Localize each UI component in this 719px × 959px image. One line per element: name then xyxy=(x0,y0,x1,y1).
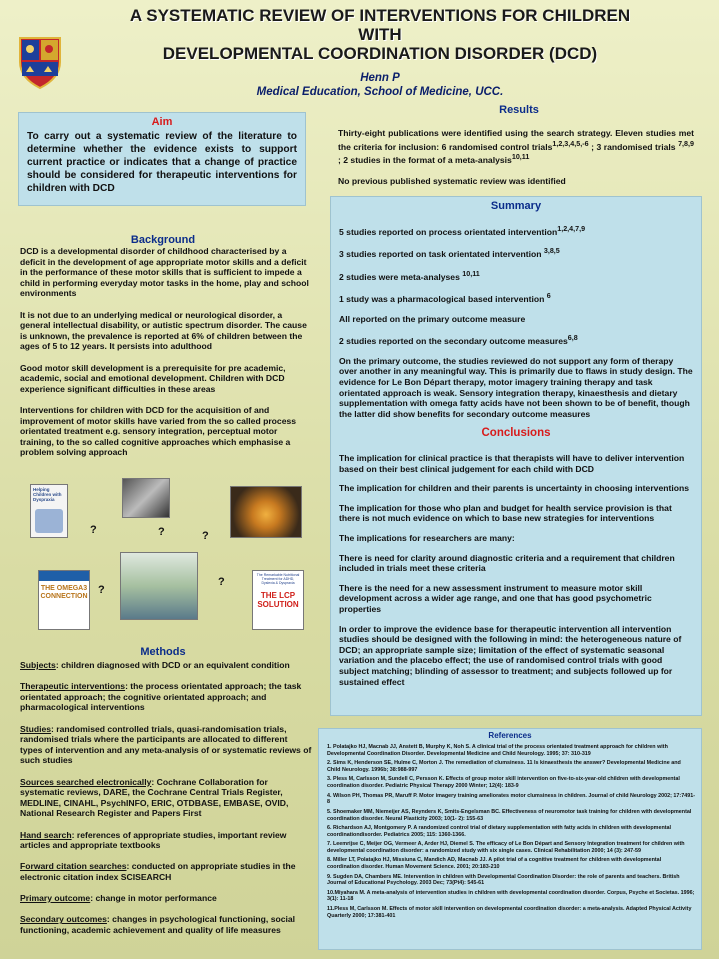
citation-superscript: 1,2,3,4,5,-6 xyxy=(552,139,589,148)
photo-children-group xyxy=(120,552,198,620)
results-title: Results xyxy=(499,104,539,116)
book-cover-lcp xyxy=(252,570,304,630)
citation-superscript: 10,11 xyxy=(462,269,480,278)
summary-line xyxy=(339,224,693,237)
methods-label: Studies xyxy=(20,723,52,734)
methods-detail: : changes in psychological functioning, social functioning, academic achievement and quality of life measures xyxy=(20,914,296,935)
reference-item: 10.Miyahara M. A meta-analysis of intervention studies in children with developmental coordination disorder. Corpus, Psyche et Societas. 1996; 3(1): 11-18 xyxy=(327,889,695,903)
title-line: WITH xyxy=(358,25,402,44)
methods-detail: : change in motor performance xyxy=(90,893,217,904)
methods-item xyxy=(20,914,312,935)
results-text xyxy=(338,128,694,197)
methods-item xyxy=(20,861,312,882)
methods-label: Secondary outcomes xyxy=(20,914,107,925)
methods-detail: : children diagnosed with DCD or an equivalent condition xyxy=(55,660,290,670)
methods-detail: : conducted on appropriate studies in the electronic citation index SCISEARCH xyxy=(20,861,296,882)
methods-text xyxy=(20,660,312,946)
question-mark: ? xyxy=(202,530,209,542)
background-paragraph: DCD is a developmental disorder of childhood characterised by a deficit in the development of age appropriate motor skills and a deficit in the performance of these motor skills that is sufficient to impede a child in performing everyday motor tasks in the home, play and school environments xyxy=(20,246,309,299)
methods-detail: : Cochrane Collaboration for systematic reviews, DARE, the Cochrane Central Trials Register, MEDLINE, CINAHL, PsychINFO, ERIC, OTDBASE, EMBASE, OVID, National Research Register and Papers First xyxy=(20,776,289,819)
reference-item: 2. Sims K, Henderson SE, Hulme C, Morton J. The remediation of clumsiness. 11 Is kinaesthesis the answer? Developmental Medicine and Child Neurology. 1996b; 38:988-997 xyxy=(327,760,681,773)
conclusions-paragraph: The implication for those who plan and budget for health service provision is that there is not much evidence on which to base new strategies for interventions xyxy=(339,502,672,524)
methods-label: Primary outcome xyxy=(20,893,91,904)
methods-label: Forward citation searches xyxy=(20,861,127,872)
question-mark: ? xyxy=(218,576,225,588)
results-text-part: ; 2 studies in the format of a meta-analysis xyxy=(338,154,512,165)
reference-item: 8. Miller LT, Polatajko HJ, Missiuna C, Mandich AD, Macnab JJ. A pilot trial of a cognitive treatment for children with developmental coordination disorder. Human Movement Science. 2001; 20:183-210 xyxy=(327,857,662,871)
background-title: Background xyxy=(130,234,196,246)
reference-item: 7. Leemrijse C, Meijer OG, Vermeer A, Arder HJ, Diemel S. The efficacy of Le Bon Départ and Sensory Integration treatment for children with developmental coordination disorder: a randomized study with six single cases. Clinical Rehabilitation 2000; 14 (3): 247-59 xyxy=(327,841,685,854)
results-paragraph: No previous published systematic review was identified xyxy=(338,176,566,187)
aim-text: To carry out a systematic review of the literature to determine whether the evidence exists to support current practice or indicates that a change of practice should be considered for therapeutic interventions for children with DCD xyxy=(27,131,297,194)
citation-superscript: 1,2,4,7,9 xyxy=(557,225,586,233)
background-paragraph: It is not due to an underlying medical or neurological disorder, a general intellectual disability, or autistic spectrum disorder. The cause is unknown, the prevalence is reported at 6% of children between the ages of 5 to 12 years. It persists into adulthood xyxy=(20,309,307,352)
book-title: THE OMEGA3 CONNECTION xyxy=(40,585,88,600)
summary-line-text: 2 studies were meta-analyses xyxy=(339,271,463,282)
author: Henn P xyxy=(360,72,400,84)
summary-line-text: 1 study was a pharmacological based intervention xyxy=(339,294,547,305)
results-paragraph xyxy=(338,128,694,166)
reference-item: 11.Pless M, Carlsson M. Effects of motor skill intervention on developmental coordination disorder: a meta-analysis. Adapted Physical Activity Quarterly 2000; 17:381-401 xyxy=(327,905,692,919)
summary-line-text: 2 studies reported on the secondary outcome measures xyxy=(339,336,568,347)
title-line: DEVELOPMENTAL COORDINATION DISORDER (DCD) xyxy=(162,44,598,63)
methods-item xyxy=(20,660,312,671)
reference-item: 6. Richardson AJ, Montgomery P. A randomized control trial of dietary supplementation with fatty acids in children with developmental coordinationdisorder. Pediatrics 2005; 115: 1360-1366. xyxy=(327,824,672,838)
background-paragraph: Interventions for children with DCD for the acquisition of and improvement of motor skills have varied from the so called process orientated treatment e.g. sensory integration, perceptual motor training, to the so called cognitive approaches which emphasise a problem solving approach xyxy=(20,404,297,458)
reference-item: 1. Polatajko HJ, Macnab JJ, Anstett B, Murphy K, Noh S. A clinical trial of the process orientated treatment approach for children with Developmental Coordination Disorder. Developmental Medicine and Child Neurology. 1995; 37: 310-319 xyxy=(327,744,668,757)
summary-line-text: 3 studies reported on task orientated intervention xyxy=(339,249,544,260)
aim-title: Aim xyxy=(151,116,173,128)
reference-item: 9. Sugden DA, Chambers ME. Intervention in children with Developmental Coordination Disorder: the role of parents and teachers. British Journal of Educational Psychology. 2003 Dec; 73(Pt4): 545-61 xyxy=(327,873,680,887)
reference-item: 4. Wilson PH, Thomas PR, Maruff P. Motor imagery training ameliorates motor clumsiness in children. Journal of child Neurology 2002; 17:7491-8 xyxy=(327,792,695,806)
summary-paragraph: On the primary outcome, the studies reviewed do not support any form of therapy over another in any meaningful way. This is primarily due to flaws in study design. The evidence for Le Bon Départ therapy, motor imagery training therapy and task orientated approach is weak. Sensory integration therapy, kinaesthesis and dietary supplementation with omega fatty acids have not been shown to be of benefit, though the latter did show benefits for secondary outcome measures xyxy=(339,355,693,419)
reference-item: 3. Pless M, Carlsson M, Sundell C, Persson K. Effects of group motor skill intervention on five-to-six-year-old children with developmental coordination disorder. Pediatric Physical Therapy 2000 Winter; 12(4): 183-9 xyxy=(327,776,680,790)
summary-title: Summary xyxy=(490,200,542,212)
references-box xyxy=(318,728,702,950)
methods-item xyxy=(20,893,312,904)
book-title: THE LCP SOLUTION xyxy=(257,591,299,609)
affiliation: Medical Education, School of Medicine, UCC. xyxy=(256,86,504,98)
question-mark: ? xyxy=(158,526,165,538)
methods-label: Subjects xyxy=(20,660,56,670)
conclusions-paragraph: The implications for researchers are many: xyxy=(339,532,515,543)
methods-item xyxy=(20,724,312,766)
question-mark: ? xyxy=(90,524,97,536)
methods-title: Methods xyxy=(140,646,186,658)
citation-superscript: 10,11 xyxy=(511,153,530,162)
conclusions-paragraph: There is need for clarity around diagnostic criteria and a requirement that children included in trials meet these criteria xyxy=(339,552,675,574)
references-title: References xyxy=(488,731,532,740)
aim-box xyxy=(18,112,306,206)
methods-item xyxy=(20,681,312,713)
citation-superscript: 6 xyxy=(546,292,551,301)
references-list xyxy=(319,744,701,919)
summary-line-text: 5 studies reported on process orientated intervention xyxy=(339,226,558,237)
citation-superscript: 3,8,5 xyxy=(543,247,560,256)
book-cover-omega3 xyxy=(38,570,90,630)
book-subtitle: The Remarkable Nutritional Treatment for ADHD, Dyslexia & Dyspraxia xyxy=(256,573,300,585)
methods-item xyxy=(20,830,312,851)
results-text-part: Thirty-eight publications were identified using the search strategy. Eleven studies met the criteria for inclusion: 6 randomised control trials xyxy=(338,128,694,152)
methods-detail: : randomised controlled trials, quasi-randomisation trials, randomised trials where the participants are allocated to different types of intervention and any meta-analysis of or systematic reviews of such studies xyxy=(20,723,312,766)
university-crest-icon xyxy=(18,36,62,90)
poster-title xyxy=(60,6,700,63)
summary-line xyxy=(339,291,693,304)
question-mark: ? xyxy=(98,584,105,596)
conclusions-paragraph: The implication for clinical practice is that therapists will have to deliver intervention based on their best clinical judgement for each child with DCD xyxy=(339,453,685,474)
title-line: A SYSTEMATIC REVIEW OF INTERVENTIONS FOR CHILDREN xyxy=(129,6,631,25)
methods-label: Therapeutic interventions xyxy=(20,681,126,692)
photo-balance-board xyxy=(230,486,302,538)
conclusions-title: Conclusions xyxy=(481,427,551,440)
summary-line xyxy=(339,269,693,282)
photo-children-play xyxy=(122,478,170,518)
methods-detail: : the process orientated approach; the task orientated approach; the cognitive orientated approach; and pharmacological interventions xyxy=(20,681,302,713)
background-paragraph: Good motor skill development is a prerequisite for pre academic, academic, social and emotional development. Children with DCD experience significant difficulties in these areas xyxy=(20,362,286,394)
summary-line xyxy=(339,246,693,259)
methods-label: Sources searched electronically xyxy=(20,776,152,787)
results-text-part: ; 3 randomised trials xyxy=(588,141,679,152)
summary-text xyxy=(331,224,701,687)
background-text xyxy=(20,246,310,468)
methods-detail: : references of appropriate studies, important review articles and appropriate textbooks xyxy=(20,829,287,851)
summary-line-text: All reported on the primary outcome measure xyxy=(339,313,526,324)
reference-item: 5. Shoemaker MM, Niemeijer AS, Reynders K, Smits-Engelsman BC. Effectiveness of neuromotor task training for children with developmental coordination disorder. Neural Plasticity 2003; 10(1- 2): 155-63 xyxy=(327,808,692,822)
conclusions-paragraph: There is the need for a new assessment instrument to measure motor skill development across a wider age range, and one that has good psychometric properties xyxy=(339,582,652,614)
book-cover-dyspraxia xyxy=(30,484,68,538)
methods-item xyxy=(20,777,312,819)
citation-superscript: 6,8 xyxy=(567,334,578,343)
summary-line xyxy=(339,333,693,346)
conclusions-paragraph: In order to improve the evidence base for therapeutic intervention all intervention studies should be designed with the following in mind: the heterogeneous nature of DCD; an appropriate sample size; limitation of the effect of systematic seasonal variation and the placebo effect; the use of randomised control trials with good subject matching; blinding of assessor to treatment; and subjects followed up for sustained effect xyxy=(339,623,682,687)
citation-superscript: 7,8,9 xyxy=(678,139,694,148)
book-title: Helping Children with Dyspraxia xyxy=(33,487,62,502)
methods-label: Hand search xyxy=(20,829,72,840)
summary-line xyxy=(339,314,693,325)
summary-box xyxy=(330,196,702,716)
conclusions-paragraph: The implication for children and their parents is uncertainty in choosing interventions xyxy=(339,483,690,494)
image-collage xyxy=(20,470,310,640)
